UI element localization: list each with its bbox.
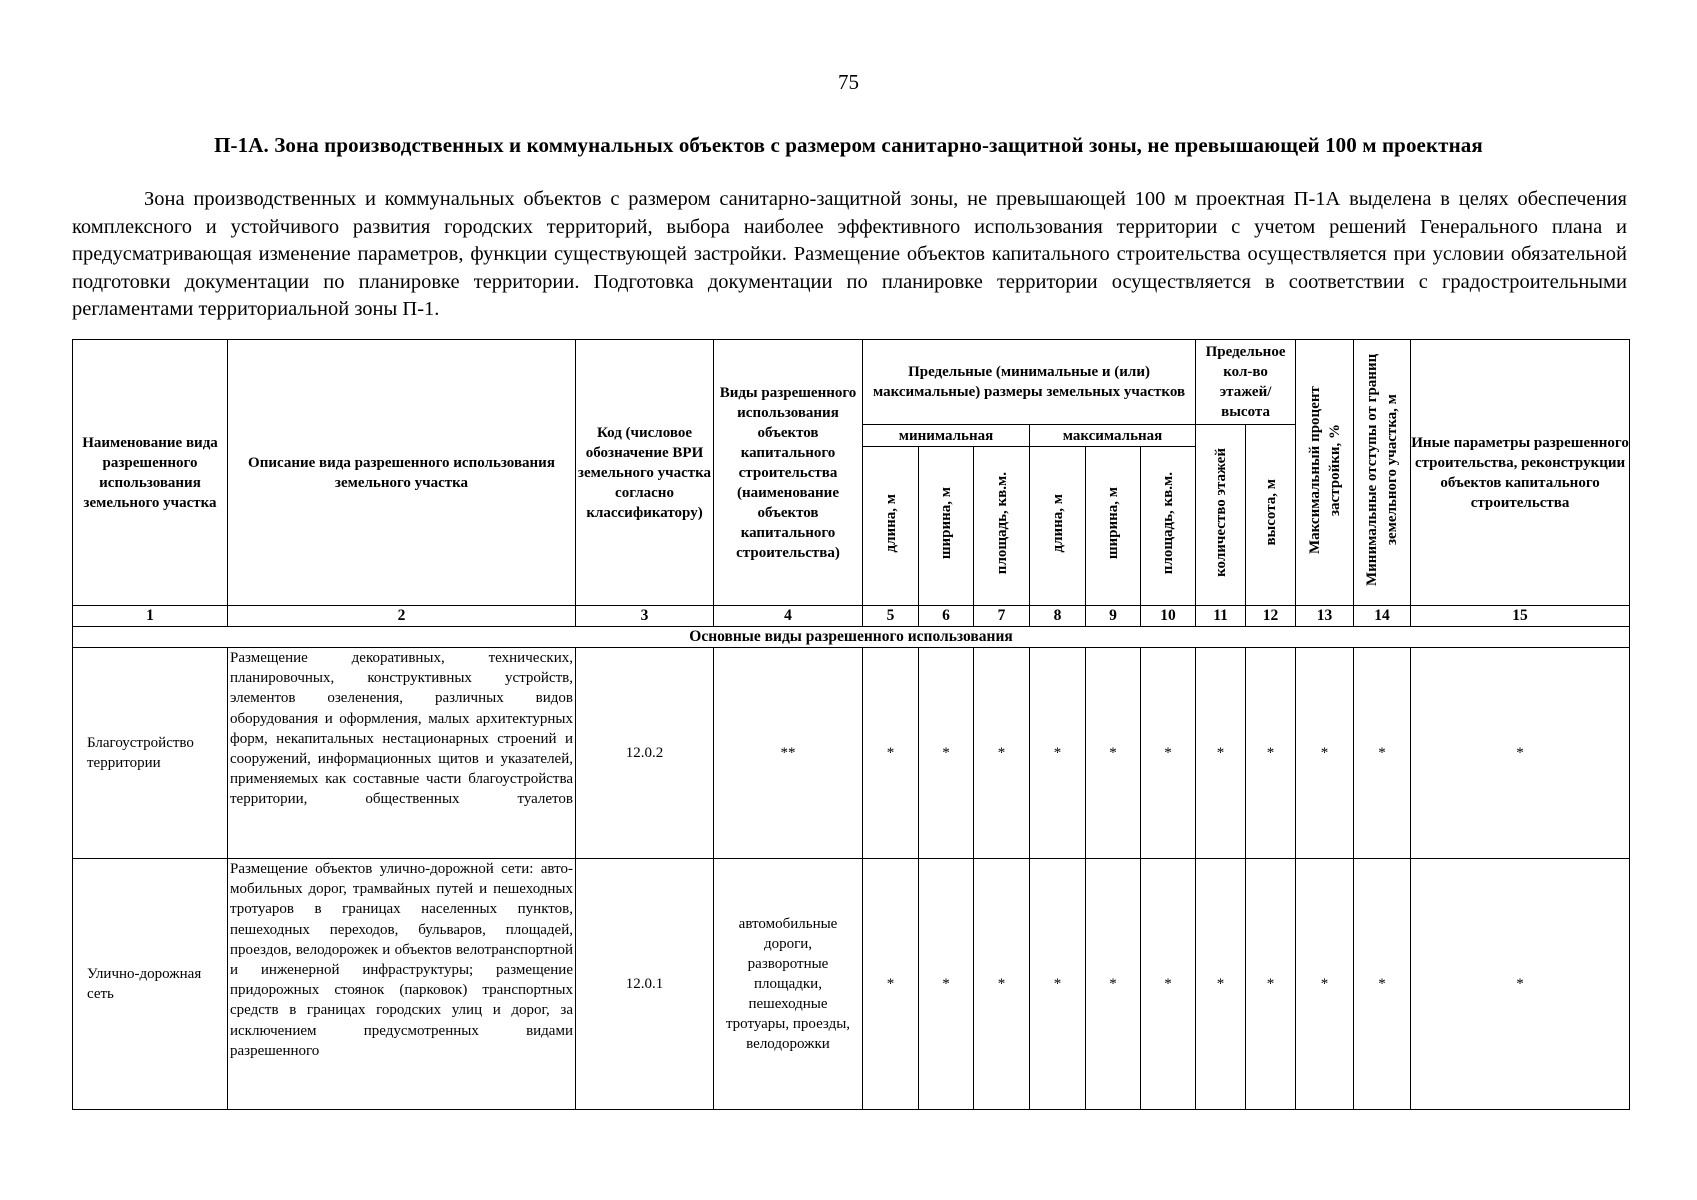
row-value: * bbox=[974, 648, 1030, 859]
row-value: * bbox=[974, 859, 1030, 1110]
header-other: Иные параметры разрешенного строительства, реконструкции объектов капитального строительства bbox=[1411, 340, 1630, 606]
column-number: 5 bbox=[863, 606, 919, 627]
row-value: * bbox=[1296, 648, 1354, 859]
header-max-percent: Максимальный процент застройки, % bbox=[1296, 340, 1354, 606]
header-name: Наименование вида разрешенного использования земельного участка bbox=[73, 340, 228, 606]
row-description: Размещение декоративных, технических, планировочных, конструктивных устройств, элементов озеленения, различных видов оборудования и оформления, малых архитектурных форм, некапитальных нестационарных строений и сооружений, информационных щитов и указателей, применяемых как составные части благоустройства территории, общественных туалетов bbox=[228, 648, 576, 859]
column-number: 6 bbox=[919, 606, 974, 627]
row-value: * bbox=[1246, 648, 1296, 859]
column-number: 1 bbox=[73, 606, 228, 627]
header-max-group: максимальная bbox=[1030, 425, 1196, 447]
header-floors: количество этажей bbox=[1196, 425, 1246, 606]
header-code: Код (числовое обозначение ВРИ земельного участка согласно классификатору) bbox=[576, 340, 714, 606]
column-number: 3 bbox=[576, 606, 714, 627]
row-kinds: ** bbox=[714, 648, 863, 859]
column-number: 2 bbox=[228, 606, 576, 627]
row-kinds: автомобильные дороги, разворотные площадки, пешеходные тротуары, проезды, велодорожки bbox=[714, 859, 863, 1110]
header-height: высота, м bbox=[1246, 425, 1296, 606]
header-min-width: ширина, м bbox=[919, 447, 974, 606]
row-value: * bbox=[1196, 648, 1246, 859]
column-number-row bbox=[73, 606, 1630, 627]
column-number: 13 bbox=[1296, 606, 1354, 627]
regulations-table bbox=[72, 339, 1630, 1110]
row-value: * bbox=[919, 859, 974, 1110]
row-value: * bbox=[863, 648, 919, 859]
header-max-area: площадь, кв.м. bbox=[1141, 447, 1196, 606]
header-min-setback: Минимальные отступы от границ земельного участка, м bbox=[1354, 340, 1411, 606]
intro-paragraph: Зона производственных и коммунальных объектов с размером санитарно-защитной зоны, не превышающей 100 м проектная П-1А выделена в целях обеспечения комплексного и устойчивого развития городских территорий, выбора наиболее эффективного использования территории с учетом решений Генерального плана и предусматривающая изменение параметров, функции существующей застройки. Размещение объектов капитального строительства осуществляется при условии обязательной подготовки документации по планировке территории. Подготовка документации по планировке территории осуществляется в соответствии с градостроительными регламентами территориальной зоны П-1. bbox=[72, 188, 1627, 320]
row-value: * bbox=[1086, 648, 1141, 859]
header-max-width: ширина, м bbox=[1086, 447, 1141, 606]
row-value: * bbox=[1246, 859, 1296, 1110]
row-name: Благоустройство территории bbox=[73, 648, 228, 859]
page-title: П-1А. Зона производственных и коммунальных объектов с размером санитарно-защитной зоны, не превышающей 100 м проектная bbox=[214, 133, 1483, 157]
column-number: 14 bbox=[1354, 606, 1411, 627]
row-value: * bbox=[1030, 648, 1086, 859]
table-row bbox=[73, 648, 1630, 859]
header-limits-group: Предельные (минимальные и (или) максимальные) размеры земельных участков bbox=[863, 340, 1196, 425]
row-code: 12.0.1 bbox=[576, 859, 714, 1110]
row-value: * bbox=[1296, 859, 1354, 1110]
column-number: 10 bbox=[1141, 606, 1196, 627]
row-name: Улично-дорожная сеть bbox=[73, 859, 228, 1110]
row-value: * bbox=[1196, 859, 1246, 1110]
row-value: * bbox=[1141, 859, 1196, 1110]
table-row bbox=[73, 859, 1630, 1110]
header-min-length: длина, м bbox=[863, 447, 919, 606]
row-value: * bbox=[919, 648, 974, 859]
column-number: 4 bbox=[714, 606, 863, 627]
row-value: * bbox=[1030, 859, 1086, 1110]
header-description: Описание вида разрешенного использования земельного участка bbox=[228, 340, 576, 606]
row-description: Размещение объектов улично-дорожной сети: авто-мобильных дорог, трамвайных путей и пешеходных тротуаров в границах населенных пунктов, пешеходных переходов, бульваров, площадей, проездов, велодорожек и объектов велотранспортной и инженерной инфраструктуры; размещение придорожных стоянок (парковок) транспортных средств в границах городских улиц и дорог, за исключением предусмотренных видами разрешенного bbox=[228, 859, 576, 1110]
header-max-length: длина, м bbox=[1030, 447, 1086, 606]
column-number: 7 bbox=[974, 606, 1030, 627]
page-number: 75 bbox=[838, 70, 859, 94]
header-floors-group: Предельное кол-во этажей/ высота bbox=[1196, 340, 1296, 425]
header-kinds: Виды разрешенного использования объектов капитального строительства (наименование объектов капитального строительства) bbox=[714, 340, 863, 606]
row-value: * bbox=[1411, 648, 1630, 859]
row-code: 12.0.2 bbox=[576, 648, 714, 859]
row-value: * bbox=[863, 859, 919, 1110]
row-value: * bbox=[1411, 859, 1630, 1110]
row-value: * bbox=[1086, 859, 1141, 1110]
column-number: 12 bbox=[1246, 606, 1296, 627]
row-value: * bbox=[1354, 859, 1411, 1110]
section-title: Основные виды разрешенного использования bbox=[73, 627, 1630, 648]
column-number: 9 bbox=[1086, 606, 1141, 627]
column-number: 11 bbox=[1196, 606, 1246, 627]
header-min-group: минимальная bbox=[863, 425, 1030, 447]
header-min-area: площадь, кв.м. bbox=[974, 447, 1030, 606]
row-value: * bbox=[1354, 648, 1411, 859]
row-value: * bbox=[1141, 648, 1196, 859]
column-number: 8 bbox=[1030, 606, 1086, 627]
column-number: 15 bbox=[1411, 606, 1630, 627]
